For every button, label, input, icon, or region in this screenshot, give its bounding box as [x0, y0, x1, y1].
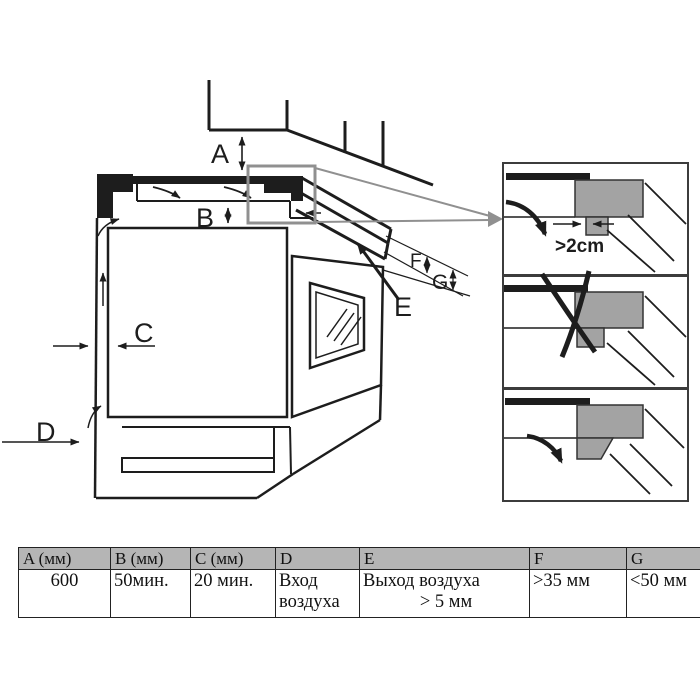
cooktop-edge-bar	[505, 398, 590, 405]
dimension-c	[53, 318, 155, 348]
oven-bottom	[96, 385, 381, 498]
counter-block	[575, 292, 643, 328]
detail-panel-3	[503, 389, 688, 501]
header-f: F	[530, 548, 627, 570]
header-b: B (мм)	[111, 548, 191, 570]
cooktop-edge-bar	[506, 173, 590, 180]
cooktop-edge-bars	[296, 178, 391, 259]
value-b: 50мин.	[111, 570, 191, 618]
header-e: E	[360, 548, 530, 570]
header-g: G	[627, 548, 700, 570]
dimension-f-g	[383, 236, 470, 296]
value-e	[360, 570, 530, 618]
value-a: 600	[19, 570, 111, 618]
cooktop-edge-bar	[504, 285, 588, 292]
header-c: C (мм)	[191, 548, 276, 570]
dimension-d-label: D	[36, 417, 56, 447]
table-value-row	[19, 570, 700, 618]
value-d	[276, 570, 360, 618]
cabinet-outer-wall	[95, 218, 97, 498]
min-gap-label: >2cm	[555, 236, 605, 257]
dimension-d	[2, 417, 79, 447]
hood-bottom-diagonal	[287, 130, 433, 185]
dimensions-table	[18, 547, 700, 618]
counter-block	[575, 180, 643, 217]
spacer-tab	[586, 217, 608, 235]
cabinet-niche	[88, 218, 287, 498]
value-e-line2: > 5 мм	[419, 591, 473, 612]
table-header-row	[19, 548, 700, 570]
dimension-e-label: E	[394, 292, 413, 322]
dimension-c-label: C	[134, 318, 154, 348]
cooktop-glass-bar	[133, 176, 265, 184]
detail-panel-1	[503, 163, 688, 275]
value-e-line1: Выход воздуха	[363, 571, 480, 591]
value-d-line1: Вход	[279, 571, 318, 591]
plinth-drawer-front	[122, 458, 274, 472]
value-f: >35 мм	[530, 570, 627, 618]
value-g: <50 мм	[627, 570, 700, 618]
callout-arrowhead	[488, 211, 503, 227]
dimension-a-label: A	[211, 139, 230, 169]
dimension-a	[211, 137, 242, 170]
cooktop-right-corner-black	[264, 176, 303, 201]
header-a: A (мм)	[19, 548, 111, 570]
value-d-line2: воздуха	[279, 591, 340, 612]
cooktop-left-corner-black	[97, 174, 133, 218]
header-d: D	[276, 548, 360, 570]
dimension-b-label: B	[196, 203, 215, 233]
detail-panel-2	[503, 271, 688, 388]
detail-callout	[248, 166, 503, 227]
airflow-arrow-cavity-1	[153, 187, 180, 198]
dimension-f-label: F	[410, 251, 422, 272]
value-c: 20 мин.	[191, 570, 276, 618]
counter-block	[577, 405, 643, 438]
dimension-g-label: G	[432, 271, 449, 294]
oven-door	[292, 256, 383, 417]
